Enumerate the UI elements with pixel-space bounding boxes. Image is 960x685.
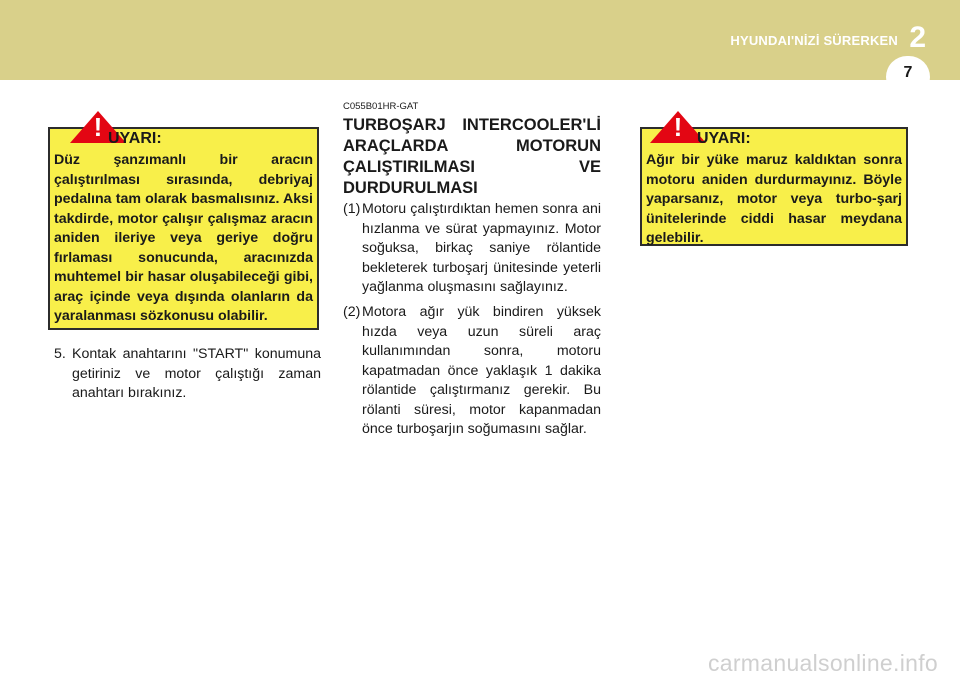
list-item [343,303,601,440]
list-item-number: (2) [343,304,361,320]
warning-label: UYARI: [697,130,751,147]
watermark: carmanualsonline.info [707,650,938,676]
list-item-number: (1) [343,201,361,217]
section-title: TURBOŞARJ INTERCOOLER'Lİ ARAÇLARDA MOTORUN ÇALIŞTIRILMASI VE DURDURULMASI [343,116,601,197]
page-number: 7 [903,64,913,81]
section-code: C055B01HR-GAT [343,101,419,112]
list-item-text: Motoru çalıştırdıktan hemen sonra ani hızlanma ve sürat yapmayınız. Motor soğuksa, birkaç saniye rölantide bekleterek turboşarj ünitesinde yeterli yağlanma oluşmasını sağlayınız. [362,201,601,295]
exclamation-icon: ! [93,112,103,142]
warning-box-right [640,112,908,246]
warning-label: UYARI: [108,130,162,147]
chapter-number: 2 [909,21,926,54]
step-5 [54,345,321,404]
warning-box-left [48,112,319,330]
exclamation-icon: ! [673,112,683,142]
list-item [343,200,601,298]
warning-text: Düz şanzımanlı bir aracın çalıştırılması sırasında, debriyaj pedalına tam olarak basmalısınız. Aksi takdirde, motor çalışır çalışmaz aracın aniden ileriye veya geriye doğru fırlaması sonucunda, aracınızda muhtemel bir hasar oluşabileceği gibi, araç içinde veya dışında olanların da yaralanması sözkonusu olabilir. [54,152,313,324]
step-text: Kontak anahtarını "START" konumuna getiriniz ve motor çalıştığı zaman anahtarı bırakınız. [72,346,321,401]
warning-text: Ağır bir yüke maruz kaldıktan sonra motoru aniden durdurmayınız. Böyle yaparsanız, motor veya turbo-şarj ünitelerinde ciddi hasar meydana gelebilir. [646,152,902,246]
step-number: 5. [54,346,66,362]
list-item-text: Motora ağır yük bindiren yüksek hızda veya uzun süreli araç kullanımından sonra, motoru kapatmadan önce yaklaşık 1 dakika rölantide çalıştırmanız gerekir. Bu rölanti süresi, motor kapanmadan önce turboşarjın soğumasını sağlar. [362,304,601,437]
chapter-title: HYUNDAI'NİZİ SÜRERKEN [730,33,898,48]
